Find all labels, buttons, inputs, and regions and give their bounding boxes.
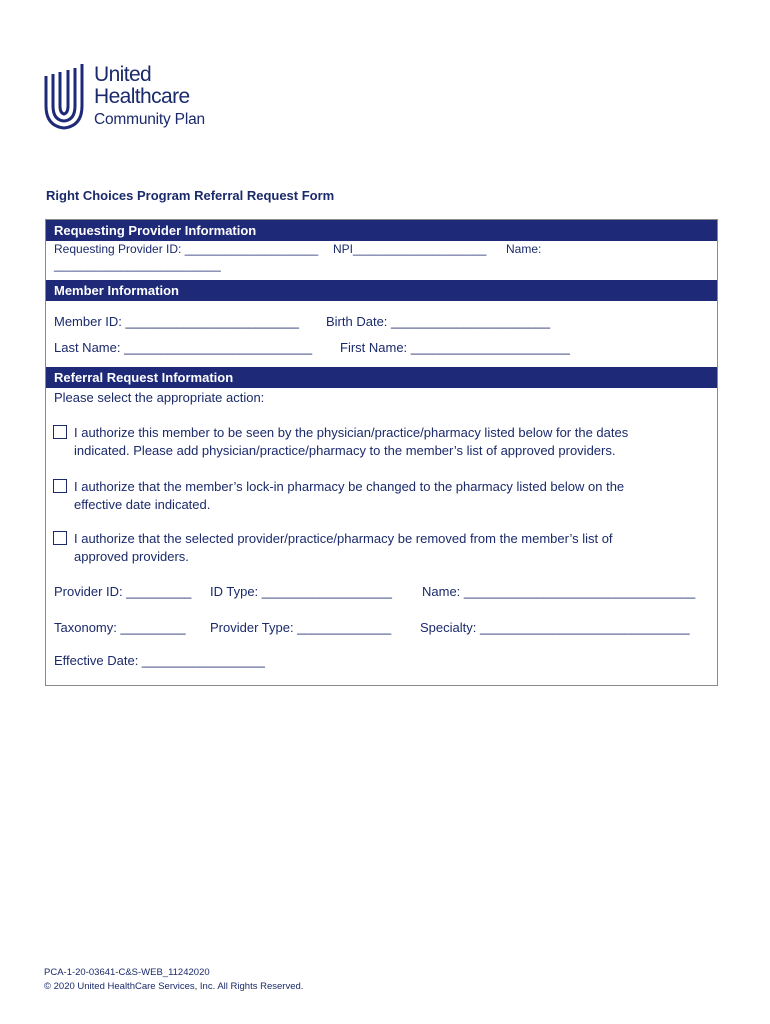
section-header-member: Member Information bbox=[46, 280, 717, 301]
logo bbox=[44, 62, 244, 132]
first-name-field[interactable]: First Name: ______________________ bbox=[340, 340, 570, 355]
effective-date-field[interactable]: Effective Date: _________________ bbox=[54, 653, 265, 668]
last-name-field[interactable]: Last Name: __________________________ bbox=[54, 340, 313, 355]
npi-field[interactable]: NPI____________________ bbox=[333, 242, 487, 256]
member-id-field[interactable]: Member ID: ________________________ bbox=[54, 314, 300, 329]
taxonomy-field[interactable]: Taxonomy: _________ bbox=[54, 620, 186, 635]
option3-text-line1: I authorize that the selected provider/practice/pharmacy be removed from the member’s list of bbox=[74, 531, 613, 546]
specialty-field[interactable]: Specialty: _____________________________ bbox=[420, 620, 690, 635]
option2-text-line1: I authorize that the member’s lock-in pharmacy be changed to the pharmacy listed below on the bbox=[74, 479, 625, 494]
footer bbox=[44, 966, 303, 994]
logo-line-community-plan: Community Plan bbox=[94, 111, 205, 128]
requesting-provider-id-field[interactable]: Requesting Provider ID: ____________________ bbox=[54, 242, 319, 256]
provider-type-field[interactable]: Provider Type: _____________ bbox=[210, 620, 392, 635]
form-box bbox=[45, 219, 718, 686]
requesting-provider-name-field[interactable]: _________________________ bbox=[54, 258, 221, 272]
option2-checkbox[interactable] bbox=[53, 479, 67, 493]
section-header-referral: Referral Request Information bbox=[46, 367, 717, 388]
footer-form-code: PCA-1-20-03641-C&S-WEB_11242020 bbox=[44, 967, 210, 978]
option1-text-line1: I authorize this member to be seen by the physician/practice/pharmacy listed below for the dates bbox=[74, 425, 629, 440]
section-header-requesting-provider: Requesting Provider Information bbox=[46, 220, 717, 241]
option3-checkbox[interactable] bbox=[53, 531, 67, 545]
form-title: Right Choices Program Referral Request Form bbox=[46, 188, 335, 203]
option3-text-line2: approved providers. bbox=[74, 549, 189, 564]
referral-instruction: Please select the appropriate action: bbox=[54, 390, 265, 405]
provider-id-field[interactable]: Provider ID: _________ bbox=[54, 584, 192, 599]
id-type-field[interactable]: ID Type: __________________ bbox=[210, 584, 392, 599]
logo-wordmark bbox=[94, 64, 205, 128]
uhc-u-shield-icon bbox=[44, 62, 84, 130]
option1-text-line2: indicated. Please add physician/practice/pharmacy to the member’s list of approved providers. bbox=[74, 443, 616, 458]
requesting-provider-name-label: Name: bbox=[506, 242, 542, 256]
birth-date-field[interactable]: Birth Date: ______________________ bbox=[326, 314, 551, 329]
option2-text-line2: effective date indicated. bbox=[74, 497, 211, 512]
provider-name-field[interactable]: Name: ________________________________ bbox=[422, 584, 696, 599]
option1-checkbox[interactable] bbox=[53, 425, 67, 439]
logo-line-united: United bbox=[94, 63, 152, 86]
logo-line-healthcare: Healthcare bbox=[94, 85, 190, 108]
footer-copyright: © 2020 United HealthCare Services, Inc. All Rights Reserved. bbox=[44, 981, 304, 992]
